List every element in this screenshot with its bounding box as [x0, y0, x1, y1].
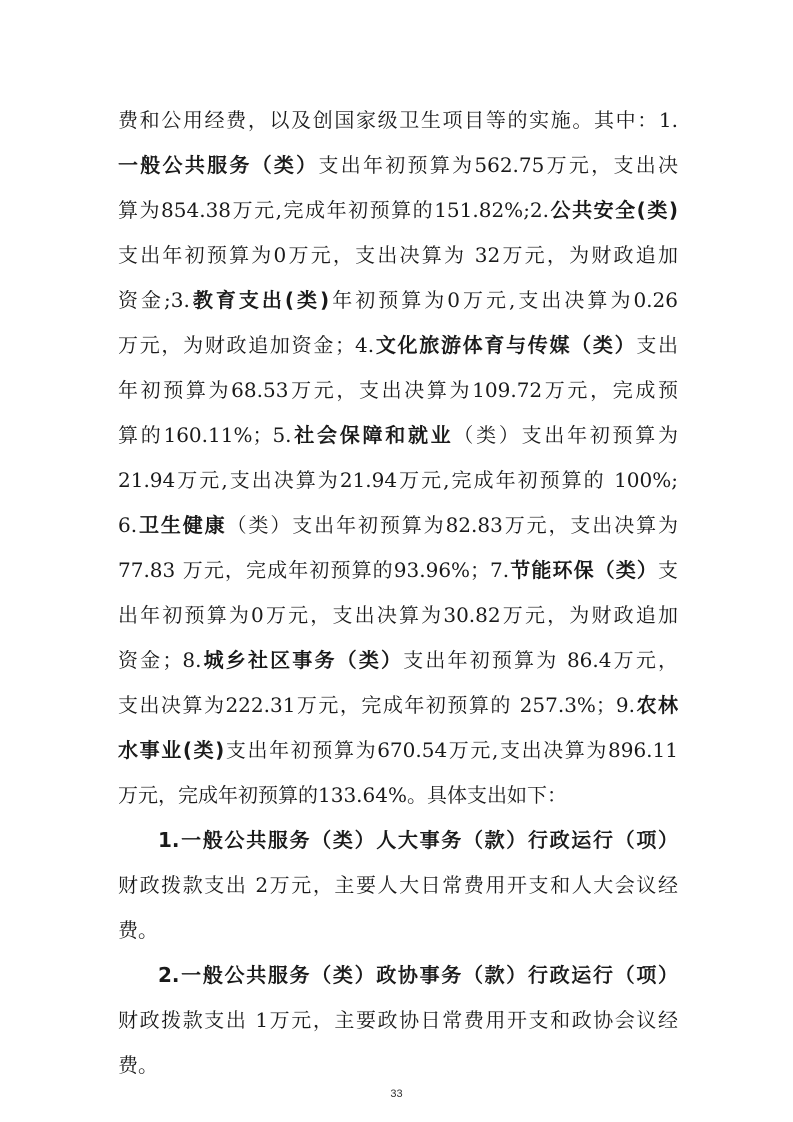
text-run: 费。: [118, 1053, 158, 1077]
bold-text-run: 卫生健康: [137, 513, 227, 537]
text-run: 费和公用经费，以及创国家级卫生项目等的实施。其中：1.: [118, 108, 678, 132]
text-line: [118, 195, 678, 225]
bold-text-run: 文化旅游体育与传媒（类）: [374, 333, 637, 357]
text-run: 万元，为财政追加资金；4.: [118, 333, 375, 357]
text-line: [118, 105, 678, 135]
text-run: 算为854.38万元,完成年初预算的151.82%;2.: [118, 198, 550, 222]
text-line: [118, 510, 678, 540]
text-run: 财政拨款支出 1万元，主要政协日常费用开支和政协会议经: [118, 1008, 678, 1032]
page-number: 33: [390, 1088, 403, 1100]
text-run: 年初预算为68.53万元，支出决算为109.72万元，完成预: [118, 378, 678, 402]
text-line: [118, 465, 678, 495]
text-run: 77.83 万元，完成年初预算的93.96%；7.: [118, 558, 510, 582]
text-line: [118, 780, 678, 810]
bold-text-run: 社会保障和就业: [291, 423, 454, 447]
text-line: [118, 870, 678, 900]
text-run: 算的160.11%；5.: [118, 423, 292, 447]
text-run: 21.94万元,支出决算为21.94万元,完成年初预算的 100%;: [118, 468, 678, 492]
bold-text-run: 农林: [635, 693, 678, 717]
bold-text-run: 1.一般公共服务（类）人大事务（款）行政运行（项）: [158, 828, 678, 852]
text-run: 万元，完成年初预算的133.64%。具体支出如下：: [118, 783, 567, 807]
text-run: 资金；8.: [118, 648, 202, 672]
bold-text-run: 一般公共服务（类）: [118, 153, 319, 177]
bold-text-run: 公共安全(类): [549, 198, 678, 222]
text-line: [118, 375, 678, 405]
bold-text-run: 城乡社区事务（类）: [201, 648, 404, 672]
text-run: 出年初预算为0万元，支出决算为30.82万元，为财政追加: [118, 603, 678, 627]
text-run: 支出: [636, 333, 679, 357]
bold-text-run: 水事业(类): [118, 738, 225, 762]
text-run: 支出年初预算为670.54万元,支出决算为896.11: [224, 738, 678, 762]
text-run: （类）支出年初预算为: [453, 423, 679, 447]
text-line: [118, 690, 678, 720]
text-run: 支出年初预算为0万元，支出决算为 32万元，为财政追加: [118, 243, 678, 267]
text-run: 费。: [118, 918, 158, 942]
text-line: [118, 645, 678, 675]
text-run: 资金;3.: [118, 288, 190, 312]
bold-text-run: 2.一般公共服务（类）政协事务（款）行政运行（项）: [158, 963, 678, 987]
bold-text-run: 教育支出(类): [189, 288, 330, 312]
text-line: [118, 915, 678, 945]
text-line: [118, 285, 678, 315]
text-run: 年初预算为0万元,支出决算为0.26: [329, 288, 678, 312]
item-heading-2: [158, 960, 678, 990]
text-line: [118, 330, 678, 360]
text-line: [118, 1005, 678, 1035]
text-run: 财政拨款支出 2万元，主要人大日常费用开支和人大会议经: [118, 873, 678, 897]
text-run: 支: [658, 558, 678, 582]
text-run: 6.: [118, 513, 138, 537]
text-run: （类）支出年初预算为82.83万元，支出决算为: [226, 513, 679, 537]
text-line: [118, 735, 678, 765]
item-heading-1: [158, 825, 678, 855]
text-line: [118, 600, 678, 630]
text-line: [118, 420, 678, 450]
text-run: 支出决算为222.31万元，完成年初预算的 257.3%；9.: [118, 693, 636, 717]
text-line: [118, 1050, 678, 1080]
text-line: [118, 150, 678, 180]
text-line: [118, 555, 678, 585]
bold-text-run: 节能环保（类）: [509, 558, 658, 582]
text-line: [118, 240, 678, 270]
text-run: 支出年初预算为562.75万元，支出决: [318, 153, 679, 177]
text-run: 支出年初预算为 86.4万元，: [403, 648, 678, 672]
